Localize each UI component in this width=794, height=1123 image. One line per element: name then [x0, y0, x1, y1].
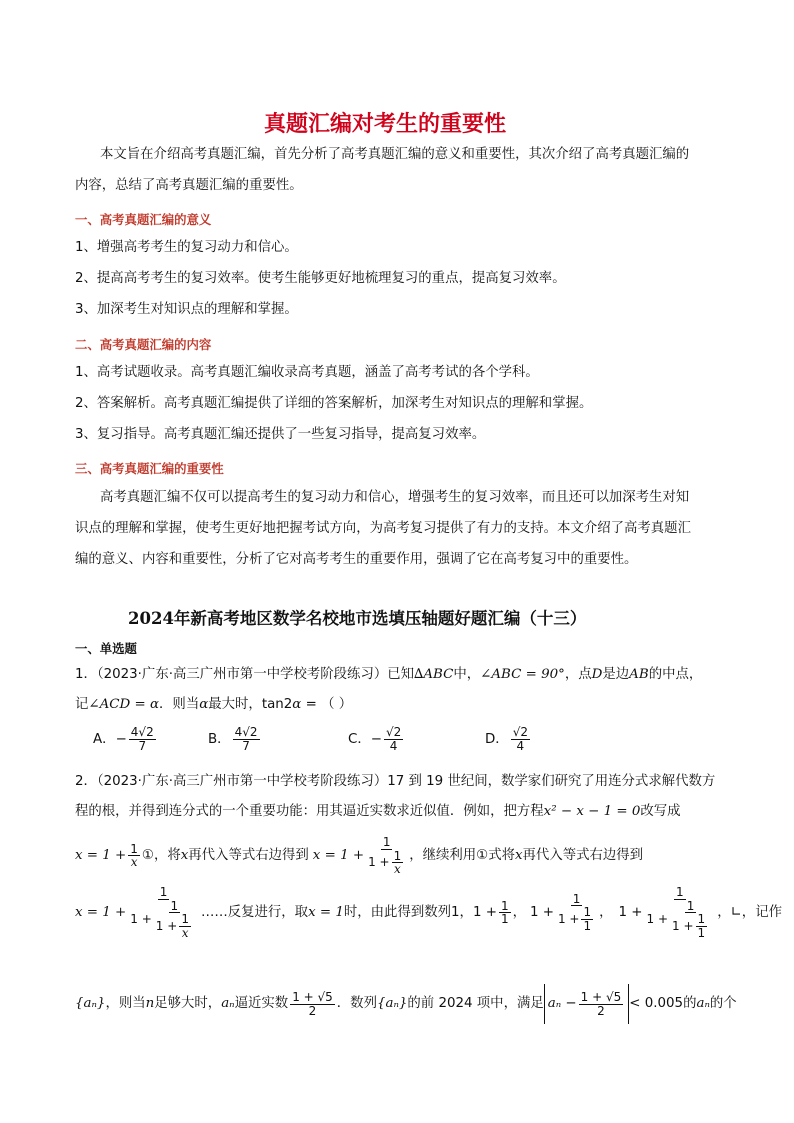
term-a-n: aₙ: [221, 996, 235, 1012]
sequence-name: {aₙ}: [75, 996, 106, 1012]
intro-line-2: 内容，总结了高考真题汇编的重要性。: [75, 178, 303, 193]
fraction-denominator: 7: [138, 738, 147, 753]
fraction-denominator: [670, 913, 711, 939]
fraction-numerator: 1 + √5: [580, 989, 622, 1004]
fraction-numerator: 1 + √5: [292, 989, 333, 1004]
fraction-numerator: 1: [181, 912, 189, 927]
inner-fraction: [179, 913, 191, 939]
alpha-symbol: α: [292, 697, 302, 712]
section-2-item: 2、答案解析。高考真题汇编提供了详细的答案解析，加深考生对知识点的理解和掌握。: [75, 396, 593, 411]
segment-ab: AB: [629, 667, 649, 682]
sequence-term: [556, 893, 597, 933]
sequence-term: 1: [451, 904, 460, 920]
section-2-item: 3、复习指导。高考真题汇编还提供了一些复习指导，提高复习效率。: [75, 427, 486, 442]
subsection-single-choice: 一、单选题: [75, 641, 137, 656]
fraction-numerator: 1: [159, 885, 168, 899]
q2-text: 改写成: [640, 804, 681, 819]
one-plus: 1 +: [130, 912, 152, 927]
q1-text: 最大时，tan2: [208, 697, 293, 712]
q1-text: 是边: [602, 667, 630, 682]
one-plus: 1 +: [155, 918, 178, 933]
fraction-numerator: 1: [500, 898, 509, 913]
option-sign: −: [115, 732, 127, 748]
sequence-term: [499, 900, 511, 926]
fraction-denominator: [366, 850, 407, 876]
document-title: 真题汇编对考生的重要性: [264, 112, 507, 137]
fraction-numerator: 1: [697, 912, 706, 927]
q2-text: ．数列: [336, 996, 377, 1012]
inner-fraction: [581, 906, 593, 932]
q2-text: ……反复进行，取: [200, 904, 309, 920]
fraction-denominator: [128, 900, 199, 940]
q2-text: 足够大时，: [154, 996, 222, 1012]
conclusion-line: 高考真题汇编不仅可以提高考生的复习动力和信心，增强考生的复习效率，而且还可以加深考生对知: [100, 490, 690, 505]
sequence-name: {aₙ}: [376, 996, 408, 1012]
equation-lhs: x = 1 +: [75, 904, 127, 920]
option-fraction: [129, 726, 156, 752]
q2-text: 的前 2024 项中，满足: [407, 996, 544, 1012]
fraction-numerator: 1: [676, 885, 684, 899]
fraction-numerator: 1: [130, 841, 138, 856]
option-label: D．: [485, 732, 509, 748]
golden-ratio-fraction: [290, 991, 335, 1017]
section-1-item: 3、加深考生对知识点的理解和掌握。: [75, 302, 298, 317]
fraction-numerator: √2: [385, 725, 402, 739]
option-c[interactable]: [348, 726, 405, 752]
one-plus: 1 +: [672, 918, 694, 933]
point-d: D: [591, 667, 603, 682]
q1-text: 中，: [453, 667, 481, 682]
intro-line-1: 本文旨在介绍高考真题汇编，首先分析了高考真题汇编的意义和重要性，其次介绍了高考真题汇编的: [100, 147, 690, 162]
variable-x: x: [180, 848, 189, 864]
q2-text: 再代入等式右边得到: [188, 848, 309, 864]
fraction-denominator: 2: [597, 1003, 605, 1018]
compilation-heading: 2024年新高考地区数学名校地市选填压轴题好题汇编（十三）: [128, 609, 587, 628]
option-b[interactable]: [208, 726, 262, 752]
section-1-title: 一、高考真题汇编的意义: [75, 212, 212, 227]
option-a[interactable]: [93, 726, 158, 752]
question-2-line-5: [75, 984, 737, 1024]
fraction-denominator: 4: [516, 738, 525, 753]
one-plus: 1 +: [646, 912, 669, 927]
section-2-item: 1、高考试题收录。高考真题汇编收录高考真题，涵盖了高考考试的各个学科。: [75, 365, 539, 380]
triangle-abc: ∆ABC: [414, 667, 454, 682]
option-sign: −: [370, 732, 382, 748]
fraction-numerator: 1: [170, 898, 179, 913]
question-2-line-2: [75, 805, 681, 818]
fraction-denominator: 7: [242, 738, 250, 753]
separator: ，: [599, 904, 613, 920]
conclusion-line: 识点的理解和掌握，使考生更好地把握考试方向，为高考复习提供了有力的支持。本文介绍了高考真题汇: [75, 521, 691, 536]
fraction-numerator: 4√2: [130, 725, 154, 739]
option-label: C．: [348, 732, 371, 748]
q2-text: 的个: [709, 996, 737, 1012]
q2-text: 程的根，并得到连分式的一个重要功能：用其逼近实数求近似值．例如，把方程: [75, 804, 544, 819]
absolute-value: aₙ − $\frac{1 + √5}{2}$: [544, 984, 630, 1024]
q1-text: = （ ）: [301, 697, 353, 712]
option-label: A．: [93, 732, 116, 748]
sequence-term: [645, 886, 716, 939]
q1-text: 记: [75, 697, 89, 712]
question-2-line-4: [75, 886, 782, 939]
inequality-bound: < 0.005: [629, 996, 684, 1012]
question-2-line-1: 2．（2023·广东·高三广州市第一中学校考阶段练习）17 到 19 世纪间，数学家们研究了用连分式求解代数方: [75, 774, 716, 789]
fraction-1-over-x: [128, 843, 140, 869]
one-plus: 1 +: [529, 904, 554, 920]
q1-text: ．则当: [159, 697, 200, 712]
q1-source: 1．（2023·广东·高三广州市第一中学校考阶段练习）已知: [75, 667, 415, 682]
q1-text: ，点: [564, 667, 592, 682]
fraction-denominator: x: [394, 862, 401, 877]
q2-text: ，将: [153, 848, 181, 864]
inner-fraction: [670, 900, 711, 940]
quadratic-equation: x² − x − 1 = 0: [543, 804, 641, 819]
q2-text: 的: [683, 996, 697, 1012]
fraction-denominator: [645, 900, 716, 940]
fraction-denominator: x: [130, 855, 138, 870]
term-a-n: aₙ: [547, 996, 562, 1012]
fraction-denominator: 1: [583, 918, 592, 933]
x-equals-one: x = 1: [308, 904, 344, 920]
fraction-numerator: √2: [512, 725, 528, 739]
fraction-denominator: x: [181, 925, 189, 940]
q2-text: ，继续利用①式将: [409, 848, 515, 864]
equation-lhs: x = 1 +: [312, 848, 365, 864]
circled-one: ①: [141, 848, 154, 864]
angle-abc: ∠ABC = 90°: [480, 667, 565, 682]
section-1-item: 2、提高高考考生的复习效率。使考生能够更好地梳理复习的重点，提高复习效率。: [75, 271, 566, 286]
one-plus: 1 +: [618, 904, 643, 920]
q1-text: 的中点，: [648, 667, 703, 682]
inner-fraction: [392, 850, 404, 876]
conclusion-line: 编的意义、内容和重要性，分析了它对高考考生的重要作用，强调了它在高考复习中的重要性。: [75, 552, 638, 567]
fraction-denominator: 1: [697, 925, 706, 940]
one-plus: 1 +: [472, 904, 497, 920]
fraction-numerator: 1: [393, 848, 402, 863]
continued-fraction-3: [128, 886, 199, 939]
separator: ，: [459, 904, 473, 920]
option-fraction: [384, 726, 403, 752]
angle-acd: ∠ACD = α: [88, 697, 160, 712]
fraction-numerator: 1: [583, 905, 592, 920]
fraction-denominator: 2: [308, 1003, 317, 1018]
term-a-n: aₙ: [696, 996, 710, 1012]
fraction-numerator: 4√2: [234, 725, 258, 739]
question-1-line-1: [75, 668, 702, 681]
question-1-line-2: [75, 698, 352, 711]
one-plus: 1 +: [557, 912, 580, 927]
one-plus: 1 +: [368, 855, 390, 870]
q2-text: 时，由此得到数列: [343, 904, 452, 920]
alpha-symbol: α: [199, 697, 209, 712]
variable-n: n: [145, 996, 155, 1012]
fraction-numerator: 1: [382, 835, 391, 849]
fraction-numerator: 1: [572, 891, 581, 906]
option-d[interactable]: [485, 726, 532, 752]
continued-fraction-2: [366, 836, 407, 876]
inner-fraction: [154, 900, 195, 940]
q2-text: 再代入等式右边得到: [522, 848, 644, 864]
fraction-denominator: [154, 913, 195, 939]
fraction-denominator: 4: [389, 738, 398, 753]
fraction-denominator: [556, 906, 597, 932]
q2-text: 逼近实数: [234, 996, 289, 1012]
separator: ，: [512, 904, 526, 920]
section-2-title: 二、高考真题汇编的内容: [75, 337, 212, 352]
q2-text: ，∟，记作: [717, 904, 782, 920]
section-1-item: 1、增强高考考生的复习动力和信心。: [75, 240, 298, 255]
golden-ratio-fraction: [579, 991, 624, 1017]
equation-lhs: x = 1 +: [75, 848, 127, 864]
option-fraction: [233, 726, 260, 752]
inner-fraction: [696, 913, 708, 939]
fraction-numerator: 1: [686, 898, 695, 913]
variable-x: x: [514, 848, 523, 864]
option-fraction: [511, 726, 530, 752]
section-3-title: 三、高考真题汇编的重要性: [75, 461, 224, 476]
question-2-line-3: [75, 836, 643, 876]
option-label: B．: [208, 732, 231, 748]
q2-text: ，则当: [105, 996, 146, 1012]
fraction-denominator: 1: [500, 912, 509, 927]
